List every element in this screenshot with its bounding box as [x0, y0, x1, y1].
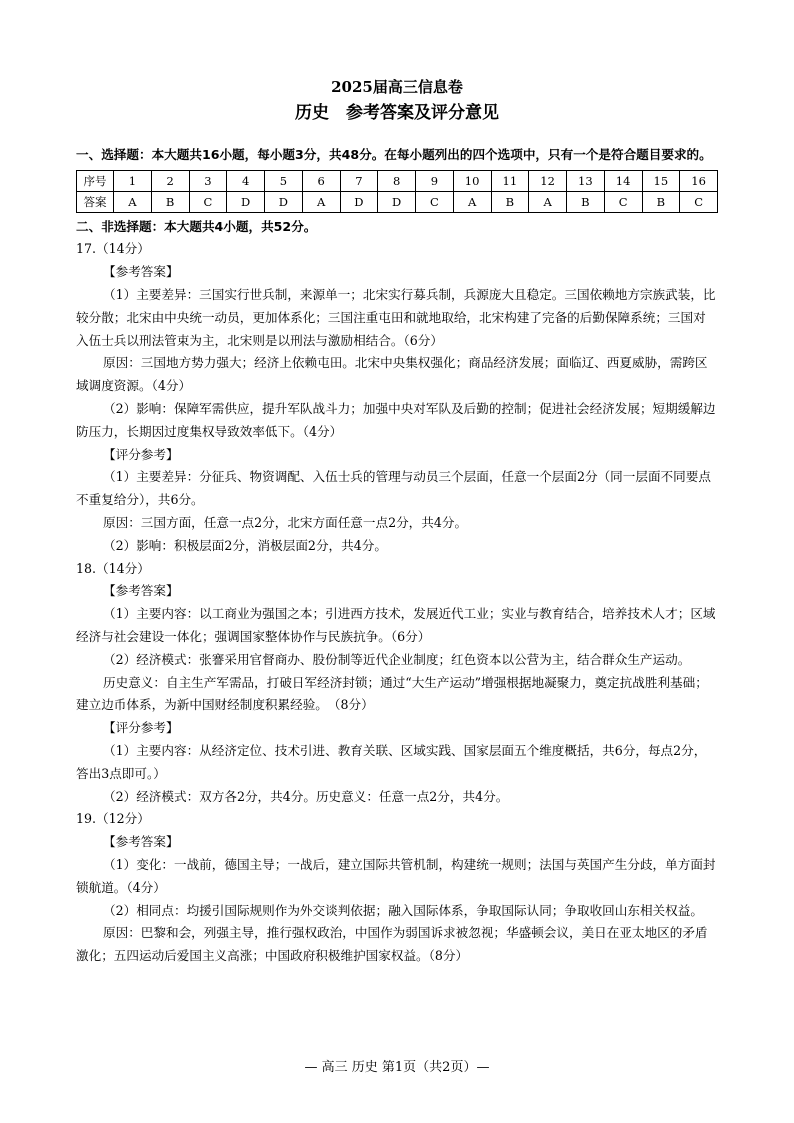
answer-cell: C	[416, 192, 454, 213]
answer-sheet-page	[76, 78, 718, 968]
q19-answer-part2: （2）相同点：均援引国际规则作为外交谈判依据；融入国际体系，争取国际认同；争取收回山东相关权益。	[103, 902, 703, 918]
answer-cell: C	[604, 192, 642, 213]
number-row	[77, 171, 718, 192]
question-number: 7	[340, 171, 378, 192]
answer-cell: D	[340, 192, 378, 213]
question-number: 3	[189, 171, 227, 192]
answer-table	[76, 170, 718, 213]
section1-heading: 一、选择题：本大题共16小题，每小题3分，共48分。在每小题列出的四个选项中，只有一个是符合题目要求的。	[76, 147, 712, 162]
q17-score-part2: （2）影响：积极层面2分，消极层面2分，共4分。	[103, 537, 387, 553]
q19-answer-reason: 原因：巴黎和会，列强主导，推行强权政治，中国作为弱国诉求被忽视；华盛顿会议，美日在亚太地区的矛盾激化；五四运动后爱国主义高涨；中国政府积极维护国家权益。（8分）	[76, 925, 708, 964]
question-number: 6	[302, 171, 340, 192]
answer-cell: A	[453, 192, 491, 213]
q17-answer-reason: 原因：三国地方势力强大；经济上依赖屯田。北宋中央集权强化；商品经济发展；面临辽、西夏威胁，需跨区域调度资源。（4分）	[76, 355, 708, 394]
question-number: 16	[680, 171, 718, 192]
question-number: 5	[265, 171, 303, 192]
answer-cell: A	[114, 192, 152, 213]
question-number: 9	[416, 171, 454, 192]
subject-title: 历史 参考答案及评分意见	[295, 103, 499, 123]
exam-title: 2025届高三信息卷	[331, 78, 463, 96]
q17-answer-part2: （2）影响：保障军需供应，提升军队战斗力；加强中央对军队及后勤的控制；促进社会经济发展；短期缓解边防压力，长期因过度集权导致效率低下。（4分）	[76, 400, 716, 439]
q17-reference-label: 【参考答案】	[103, 264, 179, 280]
q18-score-part2: （2）经济模式：双方各2分，共4分。历史意义：任意一点2分，共4分。	[103, 788, 509, 804]
answer-row	[77, 192, 718, 213]
question-number: 13	[567, 171, 605, 192]
q18-score-part1: （1）主要内容：从经济定位、技术引进、教育关联、区域实践、国家层面五个维度概括，共6分，每点2分，答出3点即可。）	[76, 742, 707, 781]
answer-cell: B	[567, 192, 605, 213]
question-number: 4	[227, 171, 265, 192]
question-number: 12	[529, 171, 567, 192]
q18-reference-label: 【参考答案】	[103, 583, 179, 599]
q17-heading: 17.（14分）	[76, 241, 150, 257]
q17-answer-part1: （1）主要差异：三国实行世兵制，来源单一；北宋实行募兵制，兵源庞大且稳定。三国依赖地方宗族武装，比较分散；北宋由中央统一动员，更加体系化；三国注重屯田和就地取给，北宋构建了完备的后勤保障系统；三国对入伍士兵以刑法管束为主，北宋则是以刑法与激励相结合。（6分）	[76, 287, 716, 348]
section2-heading: 二、非选择题：本大题共4小题，共52分。	[76, 219, 317, 235]
q18-score-label: 【评分参考】	[103, 720, 179, 736]
question-number: 14	[604, 171, 642, 192]
page-footer: — 高三 历史 第1页（共2页）—	[304, 1060, 490, 1075]
question-number: 10	[453, 171, 491, 192]
q18-answer-part1: （1）主要内容：以工商业为强国之本；引进西方技术，发展近代工业；实业与教育结合，培养技术人才；区域经济与社会建设一体化；强调国家整体协作与民族抗争。（6分）	[76, 606, 716, 644]
q17-score-reason: 原因：三国方面，任意一点2分，北宋方面任意一点2分，共4分。	[103, 514, 468, 530]
question-number: 8	[378, 171, 416, 192]
answer-cell: B	[642, 192, 680, 213]
q18-answer-part2: （2）经济模式：张謇采用官督商办、股份制等近代企业制度；红色资本以公营为主，结合群众生产运动。	[103, 651, 691, 667]
q19-reference-label: 【参考答案】	[103, 834, 179, 850]
answer-cell: D	[378, 192, 416, 213]
answer-cell: B	[491, 192, 529, 213]
answer-cell: C	[680, 192, 718, 213]
q17-score-label: 【评分参考】	[103, 446, 179, 462]
answer-cell: B	[151, 192, 189, 213]
q18-answer-significance: 历史意义：自主生产军需品，打破日军经济封锁；通过“大生产运动”增强根据地凝聚力，奠定抗战胜利基础；建立边币体系，为新中国财经制度积累经验。 （8分）	[76, 674, 708, 713]
q19-heading: 19.（12分）	[76, 811, 150, 827]
answer-row-label: 答案	[77, 192, 114, 213]
answer-cell: D	[227, 192, 265, 213]
answer-cell: C	[189, 192, 227, 213]
number-row-label: 序号	[77, 171, 114, 192]
q19-answer-part1: （1）变化：一战前，德国主导；一战后，建立国际共管机制，构建统一规则；法国与英国产生分歧，单方面封锁航道。（4分）	[76, 856, 716, 895]
question-number: 11	[491, 171, 529, 192]
answer-cell: D	[265, 192, 303, 213]
answer-cell: A	[529, 192, 567, 213]
question-number: 1	[114, 171, 152, 192]
question-number: 15	[642, 171, 680, 192]
answer-cell: A	[302, 192, 340, 213]
q17-score-part1: （1）主要差异：分征兵、物资调配、入伍士兵的管理与动员三个层面，任意一个层面2分（同一层面不同要点不重复给分），共6分。	[76, 469, 711, 508]
q18-heading: 18.（14分）	[76, 560, 150, 576]
question-number: 2	[151, 171, 189, 192]
